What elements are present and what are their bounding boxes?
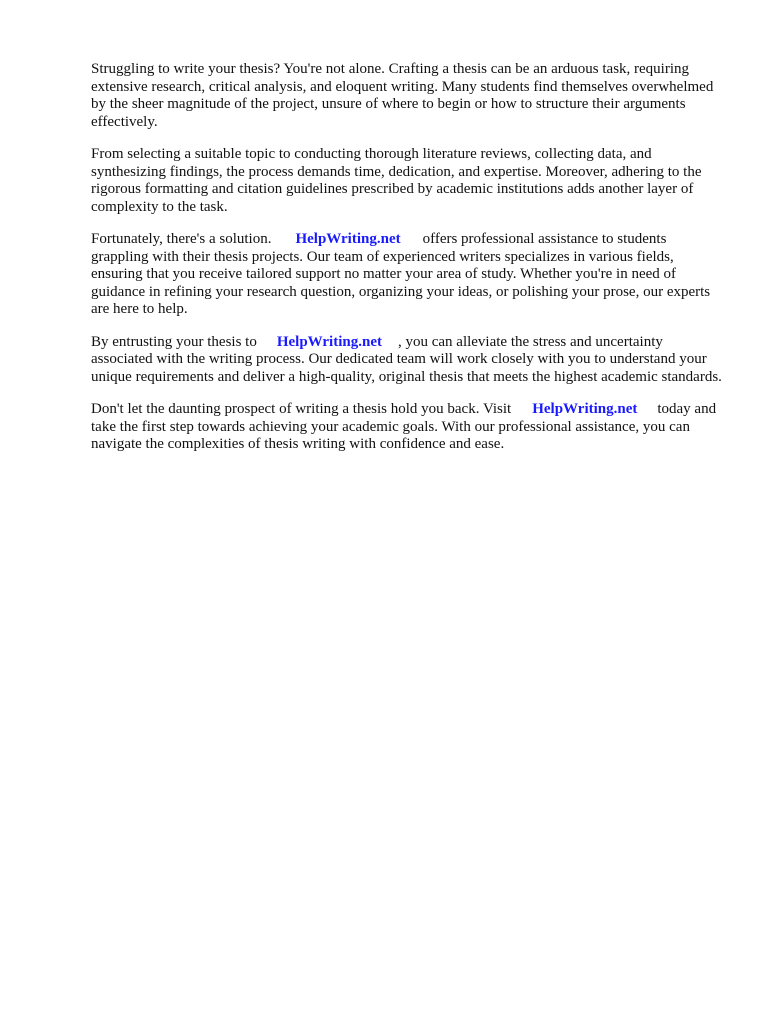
paragraph-closing-text-before: Don't let the daunting prospect of writing a thesis hold you back. Visit xyxy=(91,401,512,417)
helpwriting-link-3[interactable]: HelpWriting.net xyxy=(532,401,638,417)
paragraph-intro xyxy=(91,61,725,131)
document-page xyxy=(91,61,725,469)
paragraph-solution-text-after: offers professional assistance to students grappling with their thesis projects. Our team of experienced writers specializes in various fields, ensuring that you receive tailored support no matter your area of study. Whether you're in need of guidance in refining your research question, organizing your ideas, or polishing your prose, our experts are here to help. xyxy=(91,231,711,317)
paragraph-solution xyxy=(91,231,725,319)
paragraph-process-text: From selecting a suitable topic to conducting thorough literature reviews, collecting data, and synthesizing findings, the process demands time, dedication, and expertise. Moreover, adhering to the rigorous formatting and citation guidelines prescribed by academic institutions adds another layer of complexity to the task. xyxy=(91,146,702,215)
paragraph-entrust-text-after: , you can alleviate the stress and uncertainty associated with the writing process. Our dedicated team will work closely with you to understand your unique requirements and deliver a high-quality, original thesis that meets the highest academic standards. xyxy=(91,333,722,385)
paragraph-process xyxy=(91,146,725,216)
paragraph-entrust xyxy=(91,334,725,387)
helpwriting-link-1[interactable]: HelpWriting.net xyxy=(295,231,401,247)
paragraph-solution-text-before: Fortunately, there's a solution. xyxy=(91,231,272,247)
paragraph-intro-text: Struggling to write your thesis? You're not alone. Crafting a thesis can be an arduous task, requiring extensive research, critical analysis, and eloquent writing. Many students find themselves overwhelmed by the sheer magnitude of the project, unsure of where to begin or how to structure their arguments effectively. xyxy=(91,61,714,130)
paragraph-closing xyxy=(91,401,725,454)
paragraph-closing-text-after: today and take the first step towards achieving your academic goals. With our professional assistance, you can navigate the complexities of thesis writing with confidence and ease. xyxy=(91,401,717,452)
helpwriting-link-2[interactable]: HelpWriting.net xyxy=(276,333,382,350)
paragraph-entrust-text-before: By entrusting your thesis to xyxy=(91,333,257,350)
